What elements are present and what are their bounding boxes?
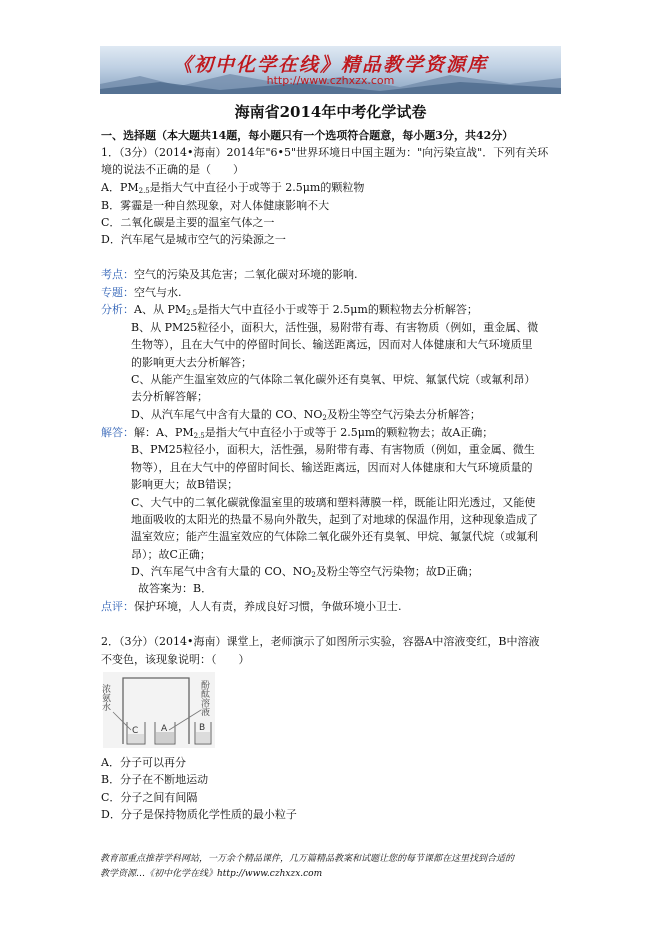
fenxi-label: 分析： (101, 303, 134, 316)
q1-jieda-line2: B、PM25粒径小，面积大，活性强，易附带有毒、有害物质（例如，重金属、微生 (131, 443, 535, 456)
q2-stem-line1: 2．（3分）（2014•海南）课堂上，老师演示了如图所示实验，容器A中溶液变红，B中溶液 (101, 635, 540, 648)
banner-url[interactable]: http://www.czhxzx.com (266, 74, 395, 87)
q2-option-d: D．分子是保持物质化学性质的最小粒子 (101, 808, 297, 821)
q1-fenxi-line3: 生物等），且在大气中的停留时间长、输送距离远，因而对人体健康和大气环境质里 (131, 338, 533, 351)
banner-title: 《初中化学在线》精品教学资源库 (172, 54, 488, 76)
q1-jieda-line4: 影响更大；故B错误； (131, 478, 239, 491)
q1-fenxi-line6: 去分析解答解； (131, 390, 208, 403)
footer-line2: 教学资源…《初中化学在线》http://www.czhxzx.com (100, 869, 323, 879)
q1-jieda-line1: 解答：解：A、$PM_{2.5}$是指大气中直径小于或等于 2.5μm的颗粒物去；故A正确； (101, 426, 494, 440)
fig-beaker-a: A (161, 724, 168, 734)
experiment-figure (100, 672, 215, 748)
q1-option-d: D．汽车尾气是城市空气的污染源之一 (101, 233, 286, 246)
footer-line1: 教育部重点推荐学科网站，一万余个精品课件，几万篇精品教案和试题让您的每节课都在这里找到合适的 (100, 854, 515, 864)
kaodian-label: 考点： (101, 268, 134, 281)
jieda-label: 解答： (101, 426, 134, 439)
dianping-label: 点评： (101, 600, 134, 613)
q1-option-c: C．二氧化碳是主要的温室气体之一 (101, 216, 275, 229)
q1-jieda-line6: 地面吸收的太阳光的热量不易向外散失，起到了对地球的保温作用，这种现象造成了 (131, 513, 538, 526)
q2-option-c: C．分子之间有间隔 (101, 791, 198, 804)
q1-jieda-line8: 昂）；故C正确； (131, 548, 211, 561)
q2-option-a: A．分子可以再分 (101, 756, 186, 769)
fig-label-right: 酚酞溶液 (199, 680, 209, 716)
section-heading: 一、选择题（本大题共14题，每小题只有一个选项符合题意，每小题3分，共42分） (101, 129, 514, 142)
q1-fenxi-line5: C、从能产生温室效应的气体除二氧化碳外还有臭氧、甲烷、氟氯代烷（或氟利昂） (131, 373, 536, 386)
q1-stem-line1: 1．（3分）（2014•海南）2014年"6•5"世界环境日中国主题为："向污染宣战"．下列有关环 (101, 146, 549, 159)
q2-stem-line2: 不变色，该现象说明：（ ） (101, 653, 250, 666)
q1-jieda-line3: 物等），且在大气中的停留时间长、输送距离远，因而对人体健康和大气环境质量的 (131, 461, 533, 474)
q1-jieda-line5: C、大气中的二氧化碳就像温室里的玻璃和塑料薄膜一样，既能让阳光透过，又能使 (131, 496, 536, 509)
zhuanti-label: 专题： (101, 286, 134, 299)
q1-stem-line2: 境的说法不正确的是（ ） (101, 163, 244, 176)
q1-fenxi-line1: 分析：A、从 $PM_{2.5}$是指大气中直径小于或等于 2.5μm的颗粒物去分析解答； (101, 303, 478, 317)
q1-kaodian: 考点：空气的污染及其危害；二氧化碳对环境的影响. (101, 268, 358, 281)
fig-beaker-b: B (199, 723, 206, 733)
document-title: 海南省2014年中考化学试卷 (234, 103, 427, 121)
q1-option-a: A．$PM_{2.5}$是指大气中直径小于或等于 2.5μm的颗粒物 (101, 181, 365, 195)
q1-jieda-line10: 故答案为：B． (138, 582, 213, 595)
q1-fenxi-line2: B、从 PM25粒径小，面积大，活性强，易附带有毒、有害物质（例如，重金属、微 (131, 321, 539, 334)
q1-option-b: B．雾霾是一种自然现象，对人体健康影响不大 (101, 199, 330, 212)
q1-jieda-line7: 温室效应；能产生温室效应的气体除二氧化碳外还有臭氧、甲烷、氟氯代烷（或氟利 (131, 530, 538, 543)
q1-fenxi-line4: 的影响更大去分析解答； (131, 356, 252, 369)
fig-beaker-c: C (132, 726, 139, 736)
q2-option-b: B．分子在不断地运动 (101, 773, 209, 786)
q1-dianping: 点评：保护环境，人人有责，养成良好习惯，争做环境小卫士. (101, 600, 402, 613)
q1-zhuanti: 专题：空气与水. (101, 286, 182, 299)
q1-fenxi-line7: D、从汽车尾气中含有大量的 CO、$NO_2$及粉尘等空气污染去分析解答； (131, 408, 481, 422)
q1-jieda-line9: D、汽车尾气中含有大量的 CO、$NO_2$及粉尘等空气污染物；故D正确； (131, 565, 479, 579)
fig-label-left: 浓氨水 (100, 684, 110, 711)
header-banner (100, 46, 561, 94)
